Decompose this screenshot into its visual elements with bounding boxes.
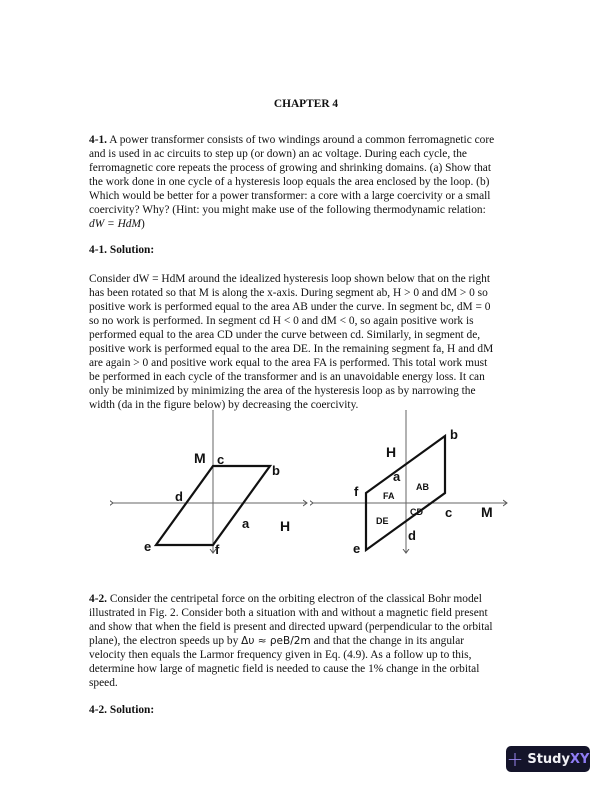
hysteresis-loop-figure-right <box>310 410 510 555</box>
point-label-b: b <box>272 463 280 478</box>
point-label-d: d <box>175 489 183 504</box>
point-label-d: d <box>408 528 416 543</box>
problem-line: and show that when the field is present and directed upward (perpendicular to the orbital <box>89 621 493 633</box>
problem-line: velocity then equals the Larmor frequency given in Eq. (4.9). As a follow up to this, <box>89 649 472 661</box>
velocity-change-formula: Δυ ≈ ρeB/2m <box>241 635 311 647</box>
area-label-ab: AB <box>416 482 429 492</box>
problem-4-1 <box>89 133 529 231</box>
solution-4-1-text <box>89 272 529 412</box>
problem-line: ferromagnetic core repeats the process of growing and shrinking domains. (a) Show that <box>89 162 492 174</box>
solution-4-1-heading: 4-1. Solution: <box>89 244 155 256</box>
solution-line: has been rotated so that M is along the x-axis. During segment ab, H > 0 and dM > 0 so <box>89 287 488 299</box>
axis-label-m: M <box>194 450 206 466</box>
point-label-e: e <box>144 539 152 554</box>
plus-icon: + <box>506 747 524 771</box>
solution-line: positive work is performed equal to the area DE. In the remaining segment fa, H and dM <box>89 343 494 355</box>
problem-line: dW = HdM) <box>89 218 145 230</box>
solution-4-2-heading: 4-2. Solution: <box>89 704 155 716</box>
problem-line: illustrated in Fig. 2. Consider both a situation with and without a magnetic field present <box>89 607 488 619</box>
studyxy-badge[interactable] <box>506 746 590 772</box>
point-label-c: c <box>217 452 225 467</box>
solution-line: width (da in the figure below) by decreasing the coercivity. <box>89 399 359 411</box>
point-label-c: c <box>445 505 453 520</box>
problem-line: Which would be better for a power transformer: a core with a large coercivity or a small <box>89 190 491 202</box>
problem-line: determine how large of magnetic field is needed to cause the 1% change in the orbital <box>89 663 480 675</box>
problem-label: 4-2. <box>89 593 108 605</box>
axis-label-m: M <box>481 504 493 520</box>
problem-line: plane), the electron speeds up by Δυ ≈ ρeB/2m and that the change in its angular <box>89 635 465 647</box>
solution-line: performed equal to the area CD under the curve between cd. Similarly, in segment de, <box>89 329 481 341</box>
solution-line: Consider dW = HdM around the idealized hysteresis loop shown below that on the right <box>89 273 491 285</box>
problem-line: the work done in one cycle of a hysteresis loop equals the area enclosed by the loop. (b) <box>89 176 490 188</box>
point-label-e: e <box>353 541 361 555</box>
point-label-a: a <box>242 516 250 531</box>
problem-label: 4-1. <box>89 134 108 146</box>
solution-line: be performed in each cycle of the transformer and is an unavoidable energy loss. It can <box>89 371 485 383</box>
problem-line: speed. <box>89 677 118 689</box>
problem-line: coercivity? Why? (Hint: you might make use of the following thermodynamic relation: <box>89 204 486 216</box>
area-label-de: DE <box>376 516 389 526</box>
solution-line: only be minimized by minimizing the area of the hysteresis loop as by narrowing the <box>89 385 476 397</box>
thermo-relation: dW = HdM <box>89 218 141 230</box>
point-label-b: b <box>450 427 458 442</box>
solution-line: are again > 0 and positive work equal to the area FA is performed. This total work must <box>89 357 488 369</box>
axis-label-h: H <box>280 518 291 534</box>
problem-line: and is used in ac circuits to step up (or down) an ac voltage. During each cycle, the <box>89 148 467 160</box>
point-label-f: f <box>215 542 220 555</box>
point-label-a: a <box>393 469 401 484</box>
problem-line: 4-2. Consider the centripetal force on the orbiting electron of the classical Bohr model <box>89 593 482 605</box>
chapter-title: CHAPTER 4 <box>273 98 339 110</box>
problem-line: 4-1. A power transformer consists of two windings around a common ferromagnetic core <box>89 134 495 146</box>
problem-4-2 <box>89 592 529 690</box>
solution-line: positive work is performed equal to the area AB under the curve. In segment bc, dM = 0 <box>89 301 491 313</box>
brand-name: StudyXY <box>527 751 590 767</box>
axis-label-h: H <box>386 444 397 460</box>
solution-line: so no work is performed. In segment cd H < 0 and dM < 0, so again positive work is <box>89 315 474 327</box>
area-label-fa: FA <box>383 491 395 501</box>
hysteresis-loop-figure-left <box>110 410 310 555</box>
area-label-cd: CD <box>410 507 423 517</box>
point-label-f: f <box>354 484 359 499</box>
